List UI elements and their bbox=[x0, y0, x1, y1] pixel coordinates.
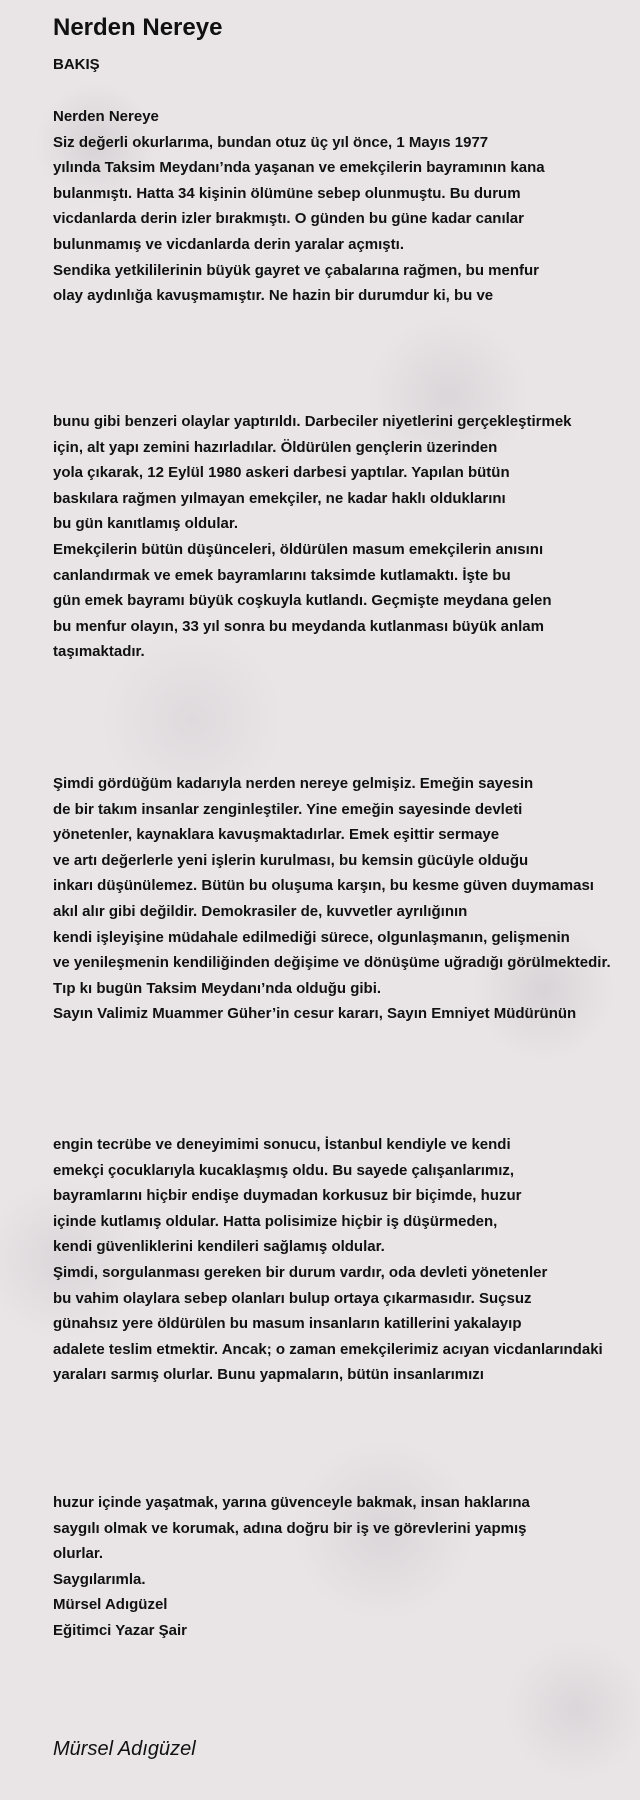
text-line: baskılara rağmen yılmayan emekçiler, ne kadar haklı olduklarını bbox=[53, 489, 506, 507]
text-line: Sendika yetkililerinin büyük gayret ve çabalarına rağmen, bu menfur bbox=[53, 261, 539, 279]
text-line: yaraları sarmış olurlar. Bunu yapmaların, bütün insanlarımızı bbox=[53, 1366, 484, 1384]
text-line: Tıp kı bugün Taksim Meydanı’nda olduğu gibi. bbox=[53, 979, 382, 997]
text-line: yönetenler, kaynaklara kavuşmaktadırlar. Emek eşittir sermaye bbox=[53, 826, 500, 844]
text-line: Mürsel Adıgüzel bbox=[53, 1596, 168, 1614]
text-line: yılında Taksim Meydanı’nda yaşanan ve emekçilerin bayramının kana bbox=[53, 159, 545, 177]
text-line: taşımaktadır. bbox=[53, 643, 145, 661]
text-line: canlandırmak ve emek bayramlarını taksimde kutlamaktı. İşte bu bbox=[53, 566, 511, 584]
text-line: Emekçilerin bütün düşünceleri, öldürülen masum emekçilerin anısını bbox=[53, 540, 544, 558]
text-line: bayramlarını hiçbir endişe duymadan korkusuz bir biçimde, huzur bbox=[53, 1187, 522, 1205]
text-line: bu gün kanıtlamış oldular. bbox=[53, 515, 239, 533]
text-line: engin tecrübe ve deneyimimi sonucu, İstanbul kendiyle ve kendi bbox=[53, 1136, 511, 1153]
text-line: de bir takım insanlar zenginleştiler. Yine emeğin sayesinde devleti bbox=[53, 800, 523, 818]
text-line: bulunmamış ve vicdanlarda derin yaralar açmıştı. bbox=[53, 235, 404, 253]
text-line: ve yenileşmenin kendiliğinden değişime ve dönüşüme uğradığı görülmektedir. bbox=[53, 954, 611, 972]
text-line: ve artı değerlerle yeni işlerin kurulması, bu kemsin gücüyle olduğu bbox=[53, 851, 529, 869]
category-label: BAKIŞ bbox=[53, 56, 100, 73]
text-line: Siz değerli okurlarıma, bundan otuz üç yıl önce, 1 Mayıs 1977 bbox=[53, 133, 489, 151]
text-block-4 bbox=[53, 1132, 603, 1388]
text-line: Şimdi gördüğüm kadarıyla nerden nereye gelmişiz. Emeğin sayesin bbox=[53, 775, 534, 792]
text-line: kendi işleyişine müdahale edilmediği sürece, olgunlaşmanın, gelişmenin bbox=[53, 928, 570, 946]
text-line: gün emek bayramı büyük coşkuyla kutlandı. Geçmişte meydana gelen bbox=[53, 592, 552, 610]
text-line: saygılı olmak ve korumak, adına doğru bir iş ve görevlerini yapmış bbox=[53, 1519, 527, 1537]
text-line: olay aydınlığa kavuşmamıştır. Ne hazin bir durumdur ki, bu ve bbox=[53, 287, 494, 305]
text-line: günahsız yere öldürülen bu masum insanların katillerini yakalayıp bbox=[53, 1315, 522, 1333]
text-block-2 bbox=[53, 409, 572, 665]
text-line: kendi güvenliklerini kendileri sağlamış oldular. bbox=[53, 1238, 385, 1256]
text-line: vicdanlarda derin izler bırakmıştı. O günden bu güne kadar canılar bbox=[53, 210, 524, 228]
text-line: bu vahim olaylara sebep olanları bulup ortaya çıkarmasıdır. Suçsuz bbox=[53, 1289, 532, 1307]
text-line: için, alt yapı zemini hazırladılar. Öldürülen gençlerin üzerinden bbox=[53, 438, 498, 456]
text-line: Nerden Nereye bbox=[53, 108, 159, 125]
text-line: içinde kutlamış oldular. Hatta polisimize hiçbir iş düşürmeden, bbox=[53, 1212, 498, 1230]
text-line: yola çıkarak, 12 Eylül 1980 askeri darbesi yaptılar. Yapılan bütün bbox=[53, 464, 510, 482]
text-line: Şimdi, sorgulanması gereken bir durum vardır, oda devleti yönetenler bbox=[53, 1263, 548, 1281]
text-block-3 bbox=[53, 771, 611, 1027]
text-line: adalete teslim etmektir. Ancak; o zaman emekçilerimiz acıyan vicdanlarındaki bbox=[53, 1340, 603, 1358]
page-title: Nerden Nereye bbox=[53, 14, 223, 41]
text-line: inkarı düşünülemez. Bütün bu oluşuma karşın, bu kesme güven duymaması bbox=[53, 877, 594, 895]
text-line: Sayın Valimiz Muammer Güher’in cesur kararı, Sayın Emniyet Müdürünün bbox=[53, 1005, 577, 1023]
text-block-1 bbox=[53, 104, 545, 309]
text-line: bunu gibi benzeri olaylar yaptırıldı. Darbeciler niyetlerini gerçekleştirmek bbox=[53, 413, 572, 430]
text-line: huzur içinde yaşatmak, yarına güvenceyle bakmak, insan haklarına bbox=[53, 1494, 530, 1511]
text-line: bulanmıştı. Hatta 34 kişinin ölümüne sebep olunmuştu. Bu durum bbox=[53, 184, 521, 202]
text-line: olurlar. bbox=[53, 1545, 104, 1563]
text-line: akıl alır gibi değildir. Demokrasiler de, kuvvetler ayrılığının bbox=[53, 902, 468, 920]
text-line: emekçi çocuklarıyla kucaklaşmış oldu. Bu sayede çalışanlarımız, bbox=[53, 1161, 515, 1179]
text-line: Eğitimci Yazar Şair bbox=[53, 1621, 187, 1639]
text-block-5 bbox=[53, 1490, 530, 1644]
text-line: bu menfur olayın, 33 yıl sonra bu meydanda kutlanması büyük anlam bbox=[53, 617, 544, 635]
text-line: Saygılarımla. bbox=[53, 1570, 146, 1588]
author-signature: Mürsel Adıgüzel bbox=[53, 1738, 196, 1760]
